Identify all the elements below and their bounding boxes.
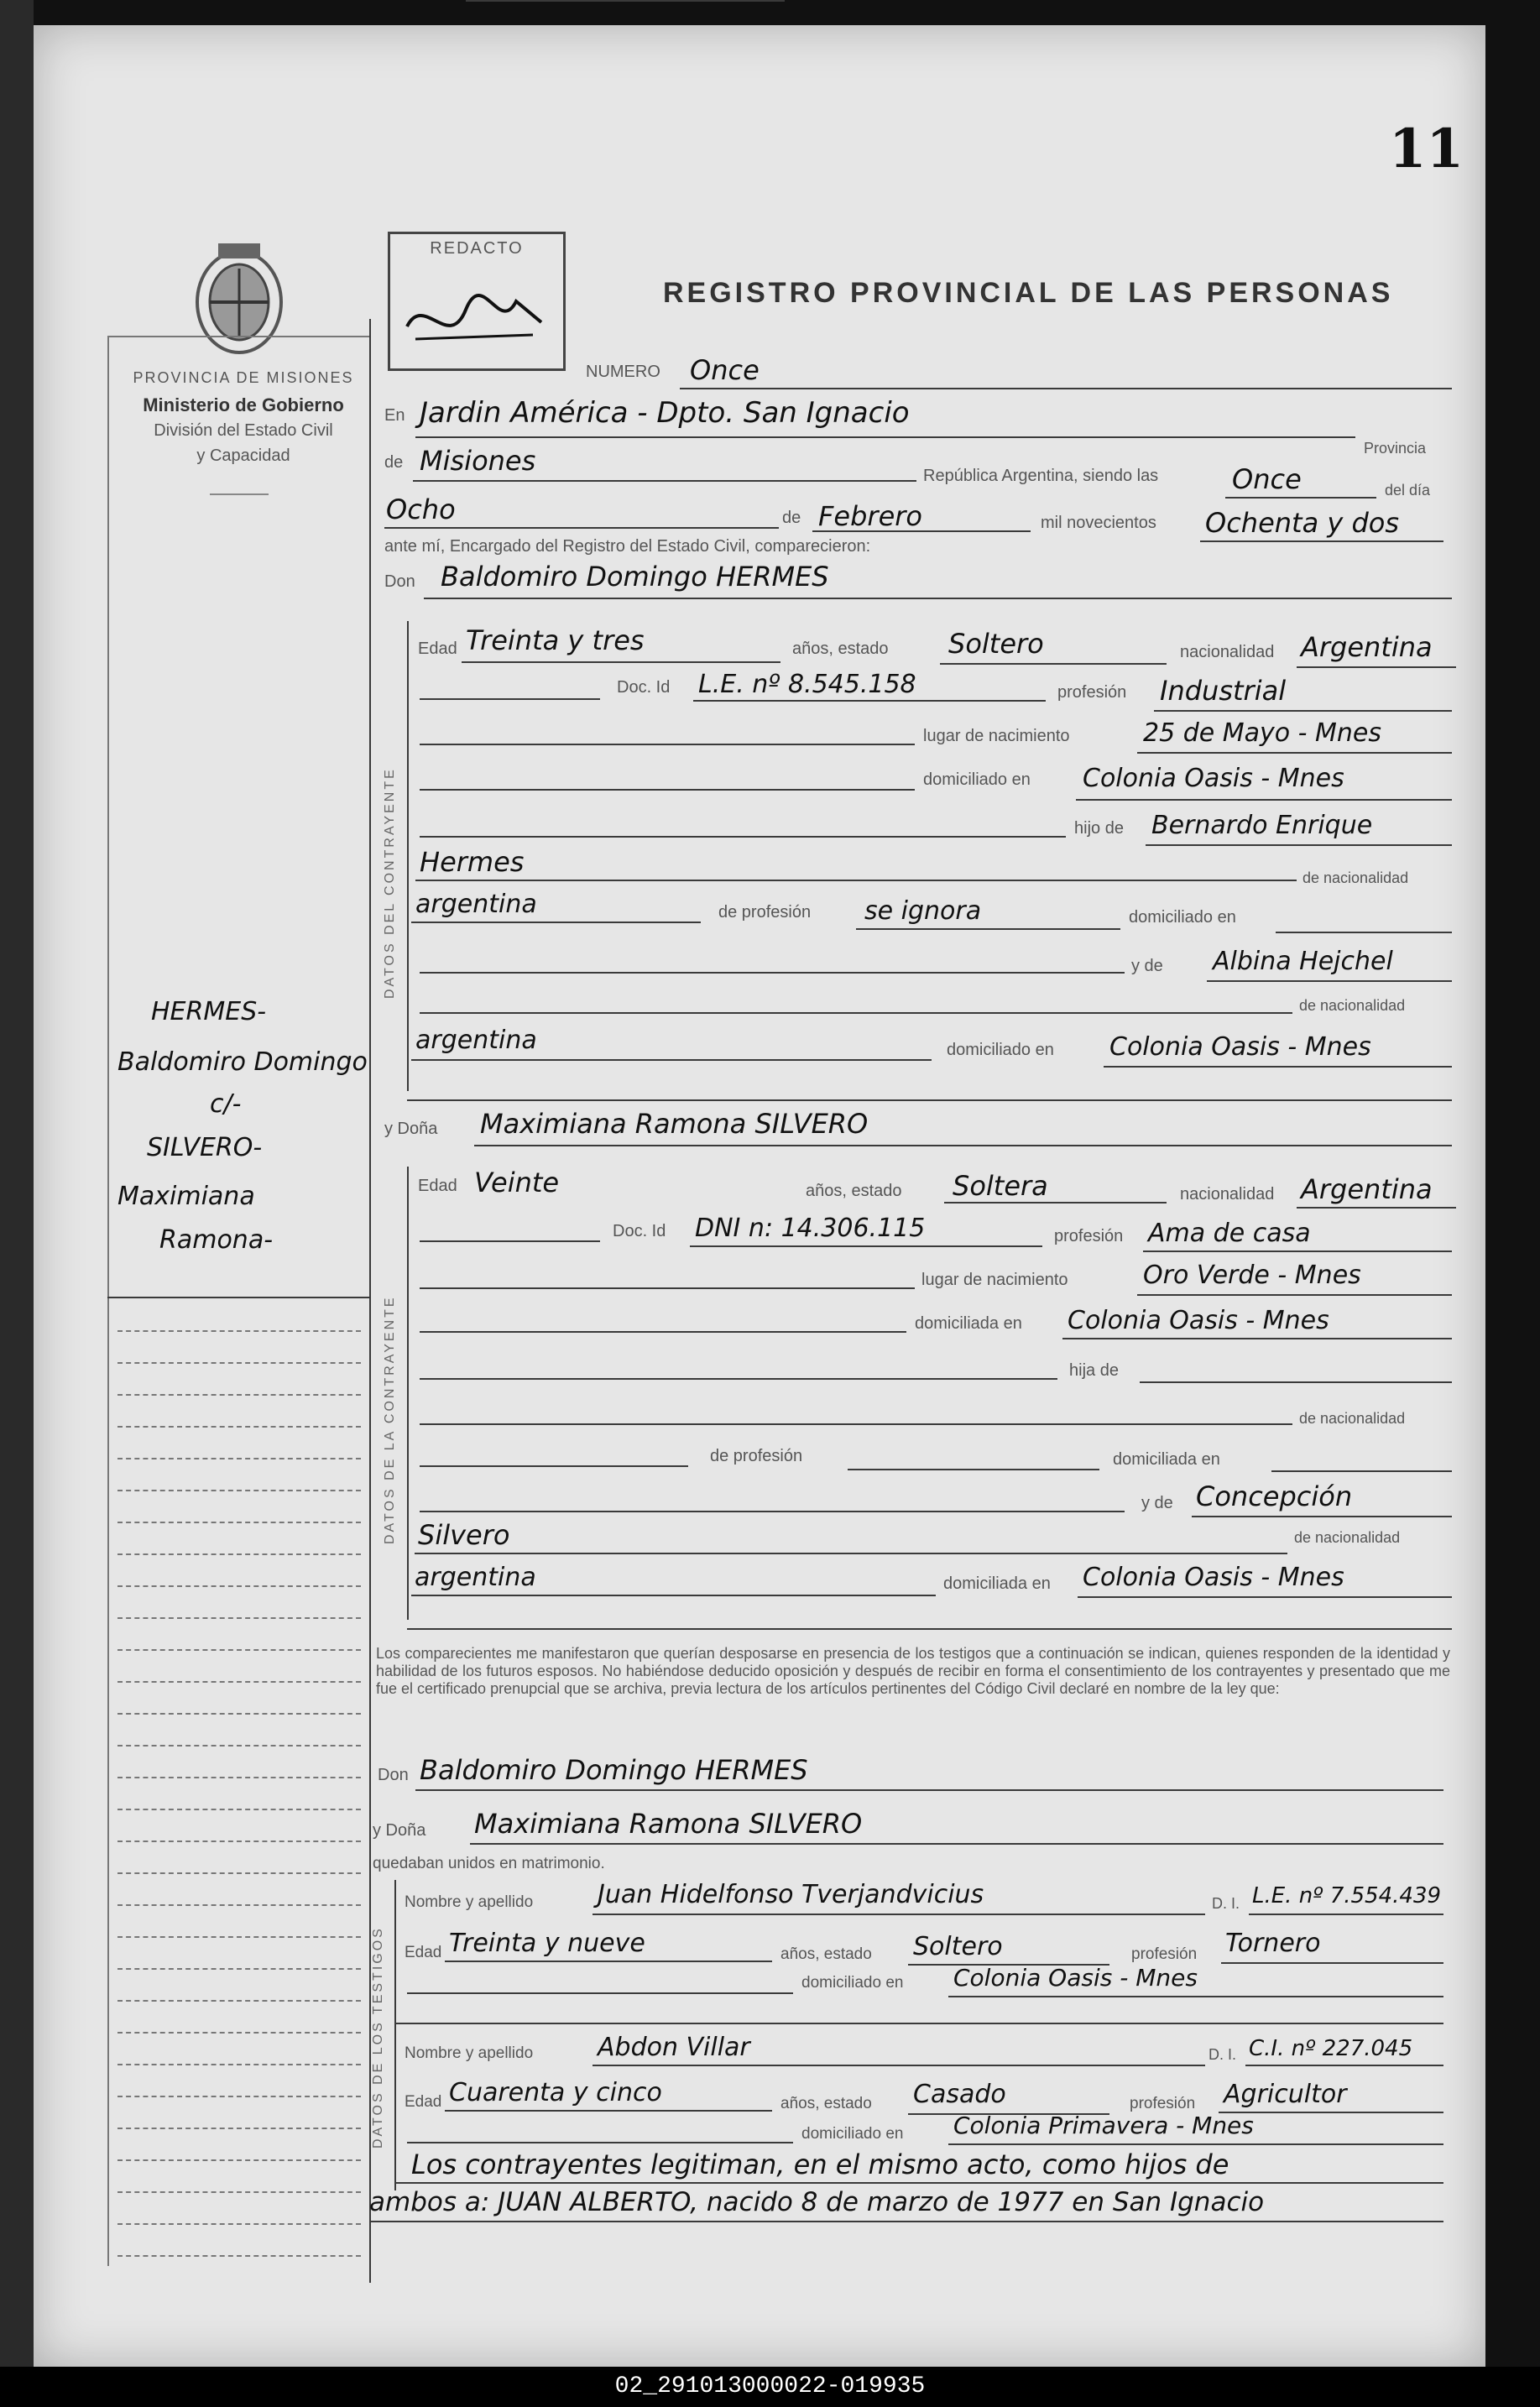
domiciliado-en-label: domiciliado en bbox=[1129, 908, 1236, 927]
estado-value: Soltero bbox=[948, 628, 1044, 660]
margin-ruled-line bbox=[117, 1330, 361, 1332]
don-label: Don bbox=[384, 572, 415, 591]
hijo-lead-rule bbox=[420, 836, 1066, 838]
madre-rule bbox=[1207, 980, 1452, 982]
t2-edad-rule bbox=[445, 2110, 772, 2112]
comparecientes-text: Los comparecientes me manifestaron que querían desposarse en presencia de los testigos que a continuación se indican, quienes responden de la identidad y habilidad de los futuros esposos. No habiéndose deducido oposición y después de recibir en forma el consentimiento de los contrayentes y presentado que me fue el certificado prenupcial que se archiva, previa lectura de los artículos pertinentes del Código Civil declaré en nombre de la ley que: bbox=[376, 1645, 1450, 1697]
anio-value: Ochenta y dos bbox=[1205, 507, 1400, 539]
t2-nombre-label: Nombre y apellido bbox=[405, 2044, 534, 2062]
profesion-rule bbox=[1154, 710, 1452, 712]
edad-label: Edad bbox=[418, 640, 457, 658]
mes-rule bbox=[812, 530, 1031, 532]
t1-edad-value: Treinta y nueve bbox=[449, 1929, 645, 1958]
dom-lead-rule-2 bbox=[420, 1331, 906, 1333]
left-header-ministry: Ministerio de Gobierno bbox=[143, 394, 344, 415]
doc-rule bbox=[693, 700, 1046, 702]
contrayenta-lugar: Oro Verde - Mnes bbox=[1143, 1261, 1361, 1290]
de-nacionalidad-label-2: de nacionalidad bbox=[1299, 997, 1406, 1014]
padre-apellido-value: Hermes bbox=[420, 846, 525, 878]
madre-nac-rule bbox=[411, 1059, 932, 1061]
margin-ruled-line bbox=[117, 2096, 361, 2097]
edad-value: Treinta y tres bbox=[466, 624, 645, 656]
contrayenta-madre-apellido: Silvero bbox=[418, 1519, 510, 1551]
en-value: Jardin América - Dpto. San Ignacio bbox=[420, 396, 910, 430]
madre-nac-rule-2 bbox=[411, 1595, 936, 1596]
de-profesion-label-2: de profesión bbox=[710, 1447, 803, 1465]
don2-rule bbox=[415, 1789, 1443, 1791]
dia-value: Ocho bbox=[386, 493, 456, 525]
t2-prof-value: Agricultor bbox=[1224, 2080, 1347, 2109]
padre-nac-rule-2 bbox=[420, 1465, 688, 1467]
coat-of-arms-icon bbox=[185, 235, 294, 361]
anios-label-2: años, estado bbox=[806, 1182, 902, 1200]
dom-lead-rule bbox=[420, 789, 915, 791]
madre-blank-rule bbox=[420, 1012, 1292, 1014]
redacto-signature-icon bbox=[390, 276, 558, 360]
left-header-province: PROVINCIA DE MISIONES bbox=[133, 369, 354, 386]
contrayenta-lugar-rule bbox=[1137, 1294, 1452, 1296]
de-nacionalidad-label-4: de nacionalidad bbox=[1294, 1529, 1401, 1546]
margin-ruled-line bbox=[117, 1681, 361, 1683]
left-header-division: División del Estado Civil bbox=[154, 421, 333, 440]
profesion-value: Industrial bbox=[1160, 675, 1287, 707]
t1-dom-label: domiciliado en bbox=[801, 1974, 904, 1992]
madre-nac-value: argentina bbox=[415, 1026, 537, 1055]
dona-value: Maximiana Ramona SILVERO bbox=[480, 1108, 869, 1140]
padre-value: Bernardo Enrique bbox=[1151, 811, 1373, 840]
margin-ruled-line bbox=[117, 1394, 361, 1396]
contrayenta-dom-rule bbox=[1062, 1338, 1452, 1339]
del-dia-label: del día bbox=[1385, 482, 1431, 499]
t2-doc-value: C.I. nº 227.045 bbox=[1249, 2036, 1413, 2061]
margin-ruled-line bbox=[117, 2223, 361, 2225]
margin-ruled-line bbox=[117, 1490, 361, 1491]
padre-nac-rule bbox=[411, 922, 701, 923]
margin-section-rule bbox=[107, 1297, 369, 1298]
lugar-value: 25 de Mayo - Mnes bbox=[1143, 718, 1382, 748]
margin-ruled-line bbox=[117, 1426, 361, 1428]
contrayenta-estado-rule bbox=[944, 1202, 1167, 1204]
page-number: 11 bbox=[1389, 117, 1464, 180]
doc-label: Doc. Id bbox=[617, 678, 671, 697]
margin-ruled-line bbox=[117, 1553, 361, 1555]
dia-rule bbox=[384, 527, 779, 529]
margin-ruled-line bbox=[117, 1968, 361, 1970]
doc-value: L.E. nº 8.545.158 bbox=[698, 670, 916, 699]
testigos-side-label: DATOS DE LOS TESTIGOS bbox=[371, 1926, 385, 2149]
numero-rule bbox=[680, 388, 1452, 389]
contrayenta-doc: DNI n: 14.306.115 bbox=[695, 1214, 926, 1243]
t1-edad-rule bbox=[445, 1961, 772, 1962]
domicilio-label: domiciliado en bbox=[923, 770, 1031, 789]
margin-ruled-line bbox=[117, 1522, 361, 1523]
de-value: Misiones bbox=[420, 445, 536, 477]
margin-ruled-line bbox=[117, 1809, 361, 1810]
left-header-rule bbox=[210, 493, 269, 495]
contrayenta-nac-rule bbox=[1297, 1207, 1456, 1209]
y-de-label: y de bbox=[1131, 957, 1163, 975]
contrayenta-border bbox=[407, 1167, 409, 1620]
t1-edad-label: Edad bbox=[405, 1944, 442, 1961]
margin-ruled-line bbox=[117, 2064, 361, 2065]
mes-value: Febrero bbox=[818, 500, 922, 532]
domiciliada-en-label: domiciliada en bbox=[1113, 1450, 1220, 1469]
hora-rule bbox=[1225, 497, 1376, 499]
contrayenta-doc-rule bbox=[690, 1245, 1042, 1247]
margin-ruled-line bbox=[117, 1840, 361, 1842]
anios-label: años, estado bbox=[792, 640, 889, 658]
republica-label: República Argentina, siendo las bbox=[923, 467, 1159, 485]
contrayenta-bottom-rule bbox=[407, 1628, 1452, 1630]
margin-ruled-line bbox=[117, 2159, 361, 2161]
numero-value: Once bbox=[690, 354, 760, 386]
hija-blank-rule bbox=[420, 1423, 1292, 1425]
contrayenta-madre-rule bbox=[1192, 1516, 1452, 1517]
hora-value: Once bbox=[1232, 463, 1302, 495]
contrayenta-edad-rule bbox=[466, 0, 785, 2]
t1-anios-label: años, estado bbox=[780, 1945, 872, 1963]
t1-dom-rule bbox=[948, 1996, 1443, 1997]
de-rule bbox=[413, 480, 916, 482]
left-margin-border bbox=[107, 336, 109, 2266]
madre-dom-rule-2 bbox=[1078, 1596, 1452, 1598]
numero-label: NUMERO bbox=[586, 363, 660, 381]
anio-rule bbox=[1200, 540, 1443, 542]
padre-prof-rule bbox=[856, 928, 1120, 930]
margin-ruled-line bbox=[117, 1777, 361, 1778]
y-de-lead-rule-2 bbox=[420, 1511, 1125, 1512]
contrayenta-edad: Veinte bbox=[474, 1167, 560, 1198]
edad-rule bbox=[462, 661, 780, 663]
ante-text: ante mí, Encargado del Registro del Estado Civil, comparecieron: bbox=[384, 537, 871, 556]
don-value: Baldomiro Domingo HERMES bbox=[441, 561, 829, 593]
domicilio-value: Colonia Oasis - Mnes bbox=[1083, 764, 1344, 793]
t2-prof-label: profesión bbox=[1130, 2095, 1196, 2112]
don2-label: Don bbox=[378, 1766, 409, 1784]
nacionalidad-label: nacionalidad bbox=[1180, 643, 1275, 661]
t1-nombre-value: Juan Hidelfonso Tverjandvicius bbox=[598, 1880, 984, 1909]
domicilio-rule bbox=[1076, 799, 1452, 801]
t1-nombre-label: Nombre y apellido bbox=[405, 1893, 534, 1911]
y-de-lead-rule bbox=[420, 972, 1125, 974]
t1-nombre-rule bbox=[593, 1914, 1205, 1915]
don-rule bbox=[424, 598, 1452, 599]
margin-note-line: HERMES- bbox=[151, 997, 267, 1026]
nota-rule-1 bbox=[394, 2182, 1443, 2184]
padre-dom-rule-2 bbox=[1271, 1470, 1452, 1472]
de-nacionalidad-label-3: de nacionalidad bbox=[1299, 1410, 1406, 1427]
padre-prof-rule-2 bbox=[848, 1469, 1099, 1470]
lugar-rule bbox=[1137, 752, 1452, 754]
profesion-label-2: profesión bbox=[1054, 1227, 1124, 1245]
hijo-label: hijo de bbox=[1074, 819, 1124, 838]
redacto-box bbox=[388, 232, 566, 371]
t1-doc-rule bbox=[1249, 1914, 1443, 1915]
lugar-label: lugar de nacimiento bbox=[923, 727, 1070, 745]
file-id-footer: 02_291013000022-019935 bbox=[0, 2367, 1540, 2407]
provincia-label: Provincia bbox=[1364, 440, 1427, 457]
madre-dom-rule bbox=[1104, 1066, 1452, 1068]
dona-label: y Doña bbox=[384, 1120, 438, 1138]
domiciliada-label: domiciliada en bbox=[915, 1314, 1022, 1333]
margin-ruled-line bbox=[117, 1872, 361, 1874]
t1-dom-value: Colonia Oasis - Mnes bbox=[953, 1964, 1198, 1992]
margin-ruled-line bbox=[117, 1713, 361, 1715]
de-profesion-label: de profesión bbox=[718, 903, 812, 922]
redacto-label: REDACTO bbox=[430, 239, 524, 258]
padre-prof-value: se ignora bbox=[864, 896, 982, 926]
t2-edad-value: Cuarenta y cinco bbox=[449, 2078, 662, 2107]
testigos-border bbox=[394, 1880, 396, 2190]
doc-lead-rule-2 bbox=[420, 1240, 600, 1242]
t2-estado-value: Casado bbox=[913, 2080, 1006, 2109]
margin-ruled-line bbox=[117, 2255, 361, 2257]
hija-lead-rule bbox=[420, 1378, 1057, 1380]
margin-ruled-line bbox=[117, 2032, 361, 2034]
t1-prof-label: profesión bbox=[1131, 1945, 1198, 1963]
don2-value: Baldomiro Domingo HERMES bbox=[420, 1754, 808, 1786]
edad-label-2: Edad bbox=[418, 1177, 457, 1195]
hija-label: hija de bbox=[1069, 1361, 1119, 1380]
margin-ruled-line bbox=[117, 1585, 361, 1587]
madre-dom-value: Colonia Oasis - Mnes bbox=[1109, 1032, 1371, 1062]
doc-label-2: Doc. Id bbox=[613, 1222, 666, 1240]
de-label: de bbox=[384, 453, 404, 472]
contrayenta-madre: Concepción bbox=[1196, 1480, 1353, 1512]
margin-ruled-line bbox=[117, 1936, 361, 1938]
t1-dom-lead-rule bbox=[407, 1992, 793, 1994]
en-rule bbox=[415, 436, 1355, 438]
hija-rule bbox=[1140, 1381, 1452, 1383]
dona2-label: y Doña bbox=[373, 1821, 426, 1840]
doc-lead-rule bbox=[420, 698, 600, 700]
padre-apellido-rule bbox=[415, 880, 1297, 881]
y-de-label-2: y de bbox=[1141, 1494, 1173, 1512]
t2-dom-value: Colonia Primavera - Mnes bbox=[953, 2112, 1254, 2139]
nacionalidad-rule bbox=[1297, 666, 1456, 668]
madre-value: Albina Hejchel bbox=[1213, 947, 1393, 976]
madre-dom-label-2: domiciliada en bbox=[943, 1574, 1051, 1593]
contrayente-side-label: DATOS DEL CONTRAYENTE bbox=[383, 767, 397, 999]
t1-prof-rule bbox=[1221, 1962, 1443, 1964]
mil-label: mil novecientos bbox=[1041, 514, 1156, 532]
contrayenta-profesion: Ama de casa bbox=[1148, 1219, 1311, 1248]
padre-dom-rule bbox=[1276, 932, 1452, 933]
lugar-lead-rule-2 bbox=[420, 1287, 915, 1289]
margin-note-line: c/- bbox=[210, 1089, 242, 1119]
margin-ruled-line bbox=[117, 1649, 361, 1651]
en-label: En bbox=[384, 406, 405, 425]
t2-anios-label: años, estado bbox=[780, 2095, 872, 2112]
margin-note-line: Baldomiro Domingo bbox=[117, 1047, 368, 1077]
t2-edad-label: Edad bbox=[405, 2093, 442, 2111]
dona-rule bbox=[474, 1145, 1452, 1146]
t2-dom-rule bbox=[948, 2143, 1443, 2145]
contrayenta-madre-dom: Colonia Oasis - Mnes bbox=[1083, 1563, 1344, 1592]
margin-ruled-line bbox=[117, 1617, 361, 1619]
margin-ruled-line bbox=[117, 1458, 361, 1459]
nacionalidad-value: Argentina bbox=[1301, 631, 1433, 663]
padre-nac-value: argentina bbox=[415, 890, 537, 919]
t1-prof-value: Tornero bbox=[1225, 1929, 1321, 1958]
contrayenta-domicilio: Colonia Oasis - Mnes bbox=[1068, 1306, 1329, 1335]
margin-ruled-line bbox=[117, 2000, 361, 2002]
de-nacionalidad-label: de nacionalidad bbox=[1302, 869, 1409, 886]
margin-note-line: Maximiana bbox=[117, 1182, 255, 1211]
margin-note-line: SILVERO- bbox=[147, 1133, 263, 1162]
nota-line-1: Los contrayentes legitiman, en el mismo acto, como hijos de bbox=[411, 2149, 1229, 2180]
margin-ruled-line bbox=[117, 2191, 361, 2193]
lugar-lead-rule bbox=[420, 744, 915, 745]
fecha-de-label: de bbox=[782, 509, 801, 527]
t1-doc-label: D. I. bbox=[1212, 1895, 1240, 1912]
t2-nombre-rule bbox=[593, 2065, 1205, 2066]
nota-rule-2 bbox=[369, 2221, 1443, 2222]
t2-dom-lead-rule bbox=[407, 2142, 793, 2143]
t2-dom-label: domiciliado en bbox=[801, 2125, 904, 2143]
lugar-label-2: lugar de nacimiento bbox=[921, 1271, 1068, 1289]
contrayenta-prof-rule bbox=[1143, 1250, 1452, 1252]
dona2-rule bbox=[470, 1843, 1443, 1845]
nota-line-2: ambos a: JUAN ALBERTO, nacido 8 de marzo de 1977 en San Ignacio bbox=[369, 2187, 1265, 2217]
contrayente-border bbox=[407, 621, 409, 1091]
contrayenta-nacionalidad: Argentina bbox=[1301, 1173, 1433, 1205]
book-binding bbox=[0, 0, 34, 2407]
contrayenta-side-label: DATOS DE LA CONTRAYENTE bbox=[383, 1295, 397, 1544]
margin-ruled-line bbox=[117, 1745, 361, 1747]
profesion-label: profesión bbox=[1057, 683, 1127, 702]
madre-apellido-rule-2 bbox=[415, 1553, 1287, 1554]
contrayente-bottom-rule bbox=[407, 1099, 1452, 1101]
left-margin-top-rule bbox=[107, 336, 369, 337]
contrayenta-estado: Soltera bbox=[953, 1170, 1048, 1202]
left-header-capacidad: y Capacidad bbox=[196, 446, 290, 465]
register-title: REGISTRO PROVINCIAL DE LAS PERSONAS bbox=[663, 277, 1394, 309]
t2-nombre-value: Abdon Villar bbox=[598, 2033, 750, 2062]
unidos-text: quedaban unidos en matrimonio. bbox=[373, 1855, 605, 1872]
t2-doc-label: D. I. bbox=[1209, 2046, 1237, 2063]
margin-ruled-line bbox=[117, 2128, 361, 2129]
t1-doc-value: L.E. nº 7.554.439 bbox=[1252, 1883, 1442, 1908]
t1-estado-value: Soltero bbox=[913, 1932, 1003, 1961]
margin-ruled-line bbox=[117, 1362, 361, 1364]
margin-ruled-line bbox=[117, 1904, 361, 1906]
estado-rule bbox=[940, 663, 1167, 665]
dona2-value: Maximiana Ramona SILVERO bbox=[474, 1808, 863, 1840]
padre-rule bbox=[1146, 844, 1452, 846]
madre-dom-label: domiciliado en bbox=[947, 1041, 1054, 1059]
t1-bottom-rule bbox=[394, 2023, 1443, 2024]
margin-note-line: Ramona- bbox=[159, 1225, 274, 1255]
contrayenta-madre-nac: argentina bbox=[415, 1563, 536, 1592]
nacionalidad-label-2: nacionalidad bbox=[1180, 1185, 1275, 1204]
t2-doc-rule bbox=[1245, 2065, 1443, 2066]
